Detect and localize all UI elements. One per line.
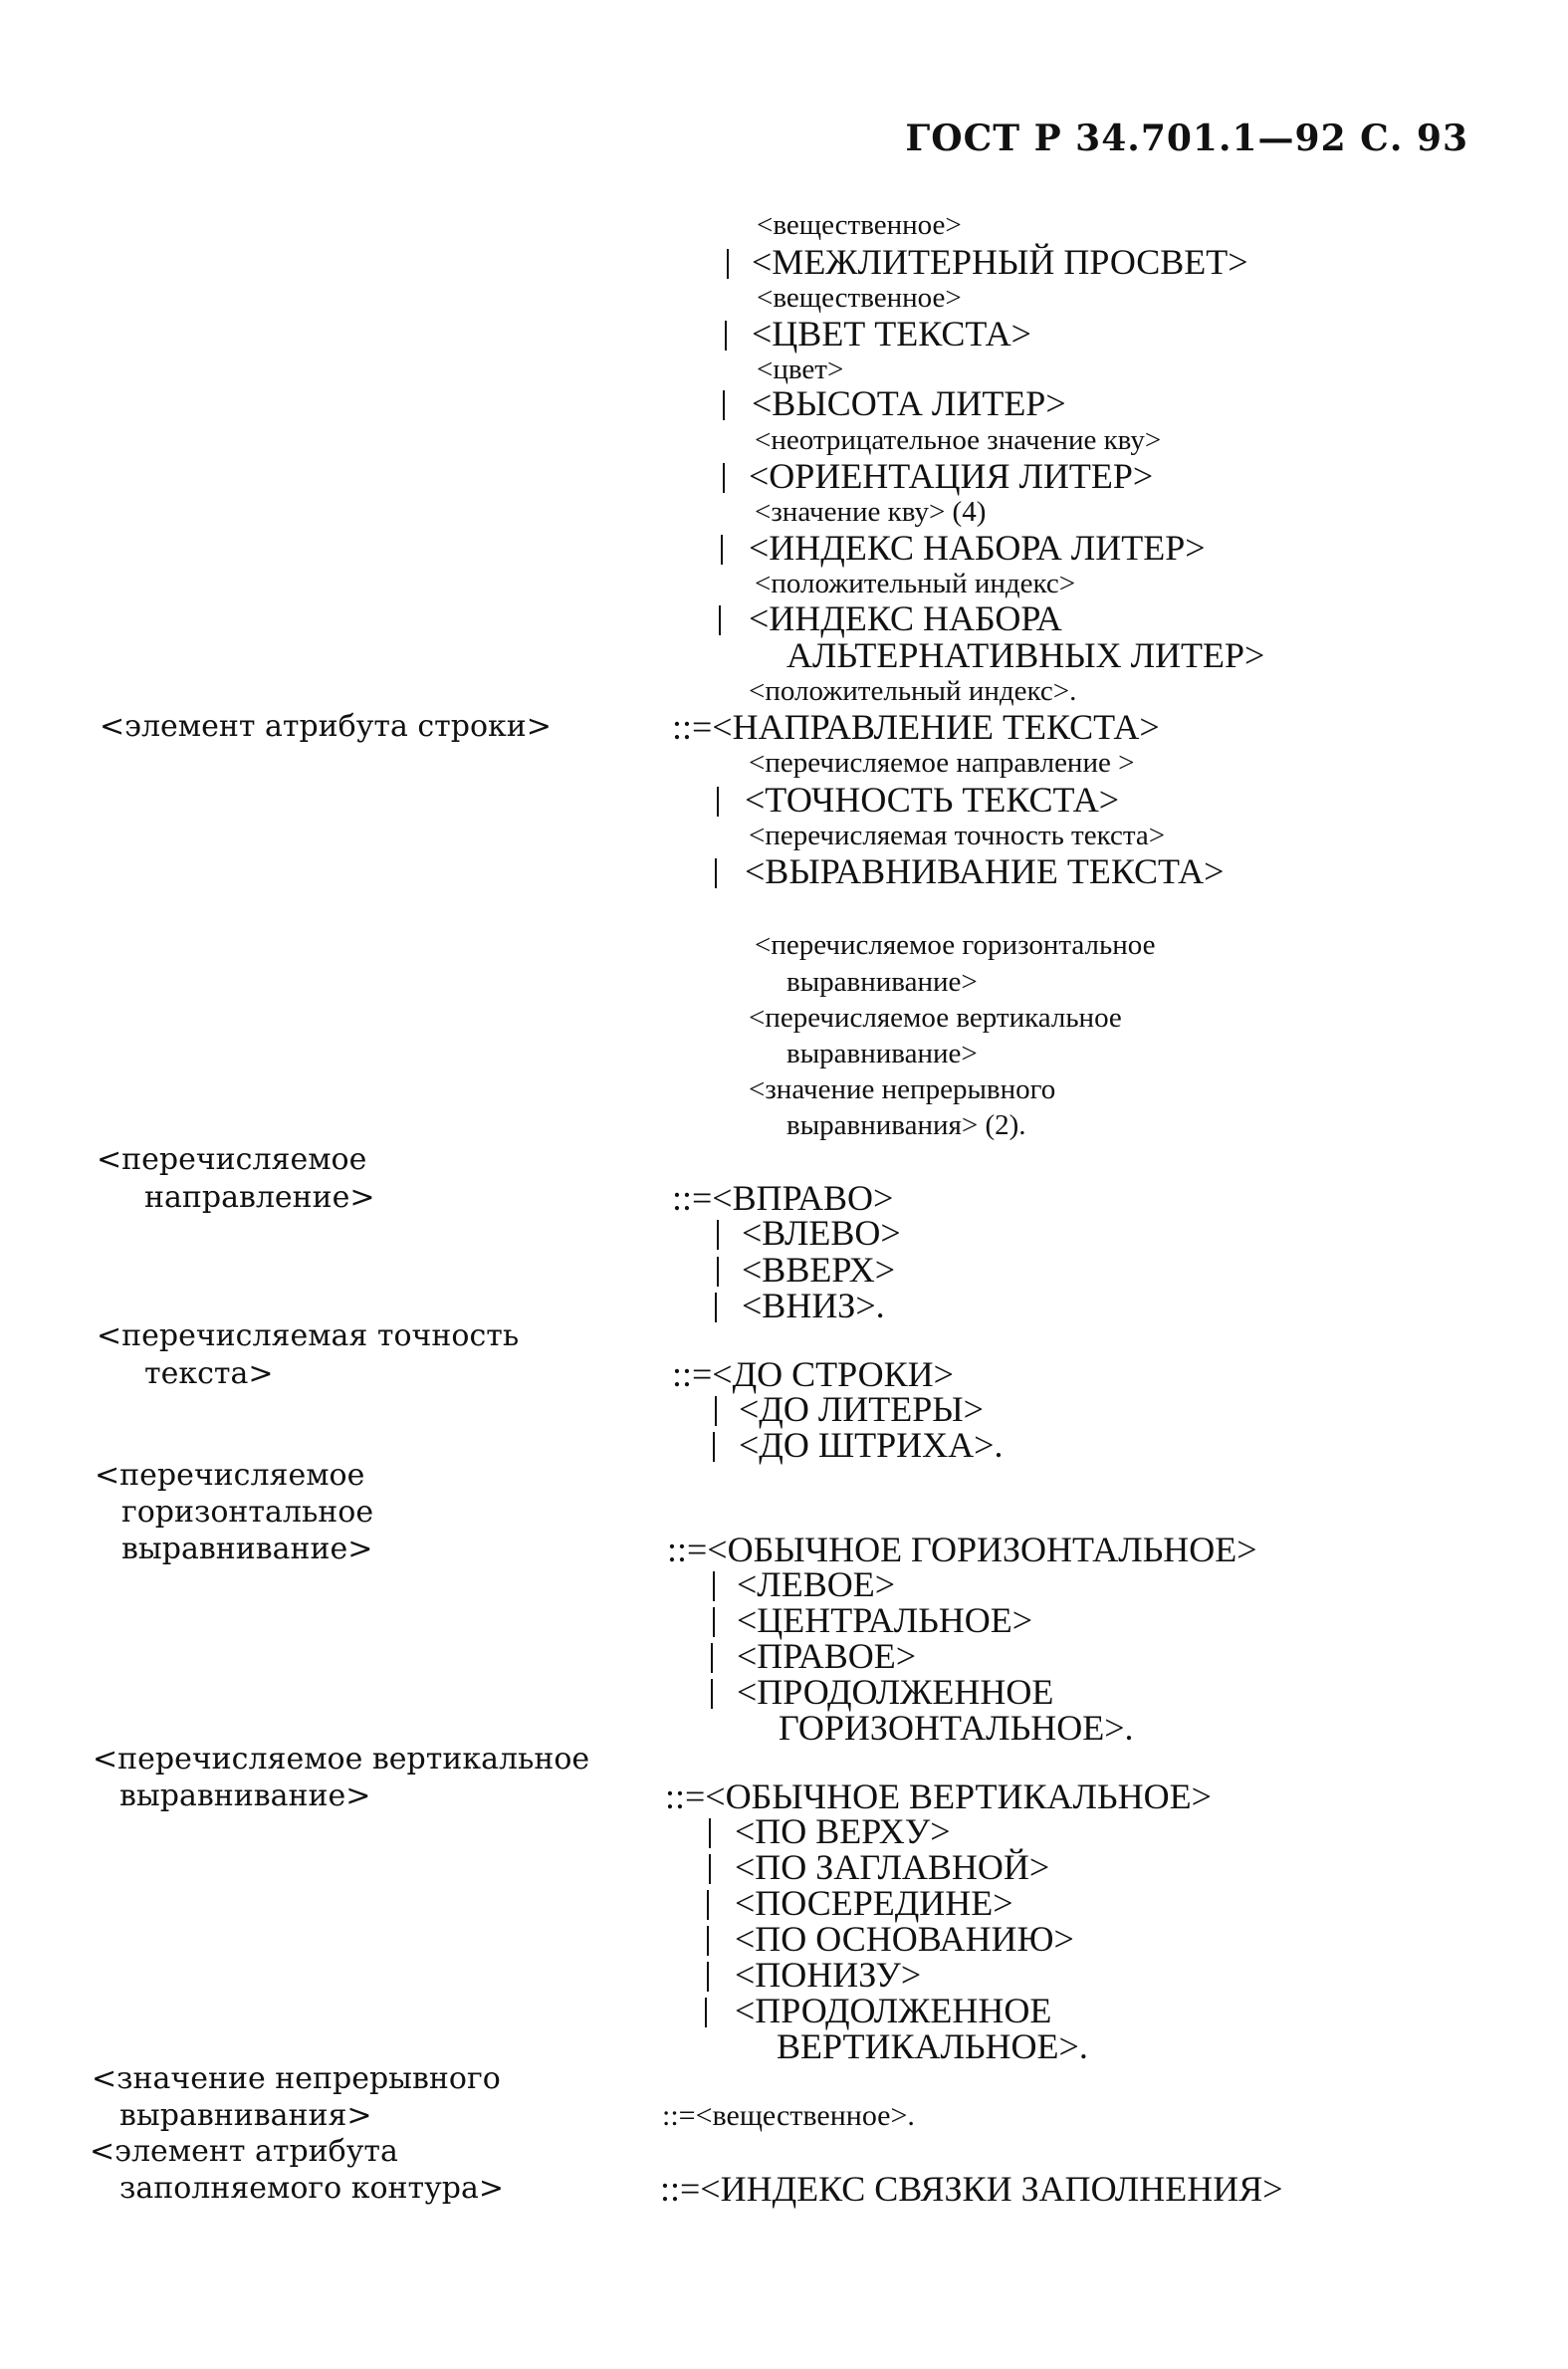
grammar-line: <ИНДЕКС НАБОРА: [749, 598, 1062, 638]
rule-label: <перечисляемое вертикальное: [93, 1742, 590, 1777]
rule-label: текста>: [144, 1356, 274, 1391]
rule-label: горизонтальное: [121, 1495, 374, 1530]
grammar-line: АЛЬТЕРНАТИВНЫХ ЛИТЕР>: [786, 635, 1265, 675]
rule-alternative: <ПО ВЕРХУ>: [735, 1811, 951, 1851]
rule-alternative: <ПОСЕРЕДИНЕ>: [735, 1883, 1013, 1923]
grammar-line: <перечисляемое горизонтальное: [755, 929, 1156, 961]
grammar-line: <перечисляемое направление >: [749, 747, 1135, 779]
grammar-line: <неотрицательное значение кву>: [755, 424, 1162, 456]
rule-label: заполняемого контура>: [119, 2171, 505, 2206]
grammar-line: <вещественное>: [757, 209, 962, 241]
rule-label: <значение непрерывного: [92, 2061, 501, 2096]
rule-label: выравнивание>: [119, 1778, 371, 1813]
alternative-bar: [711, 1679, 713, 1709]
rule-definition: ::=<ВПРАВО>: [672, 1178, 894, 1218]
alternative-bar: [707, 1890, 709, 1920]
rule-alternative: <ПО ЗАГЛАВНОЙ>: [735, 1847, 1050, 1887]
rule-label: <перечисляемое: [97, 1142, 367, 1177]
alternative-bar: [709, 1818, 711, 1848]
alternative-bar: [713, 1571, 715, 1601]
rule-alternative: <ДО ШТРИХА>.: [739, 1425, 1004, 1465]
grammar-line: <положительный индекс>: [755, 568, 1076, 599]
grammar-line: выравнивание>: [786, 1038, 978, 1069]
rule-alternative: <ПРОДОЛЖЕННОЕ: [735, 1991, 1052, 2030]
alternative-bar: [705, 1998, 707, 2027]
rule-alternative: <ВНИЗ>.: [742, 1286, 885, 1325]
rule-definition: ::=<ОБЫЧНОЕ ГОРИЗОНТАЛЬНОЕ>: [667, 1530, 1257, 1569]
rule-alternative: <ЛЕВОЕ>: [737, 1564, 896, 1604]
grammar-line: <положительный индекс>.: [749, 675, 1077, 707]
grammar-line: <цвет>: [757, 354, 844, 385]
page-header: ГОСТ Р 34.701.1—92 С. 93: [905, 118, 1468, 159]
grammar-line: <перечисляемое вертикальное: [749, 1002, 1122, 1034]
grammar-line: выравнивания> (2).: [786, 1109, 1026, 1141]
grammar-line: <ТОЧНОСТЬ ТЕКСТА>: [745, 780, 1120, 820]
grammar-line: <МЕЖЛИТЕРНЫЙ ПРОСВЕТ>: [752, 242, 1248, 282]
alternative-bar: [713, 1607, 715, 1637]
rule-label: выравнивание>: [121, 1532, 373, 1566]
rule-alternative: <ПО ОСНОВАНИЮ>: [735, 1919, 1074, 1959]
alternative-bar: [711, 1643, 713, 1673]
grammar-line: <ОРИЕНТАЦИЯ ЛИТЕР>: [749, 456, 1154, 496]
rule-alternative: ГОРИЗОНТАЛЬНОЕ>.: [779, 1708, 1134, 1748]
rule-label: <перечисляемая точность: [97, 1318, 520, 1353]
rule-alternative: <ДО ЛИТЕРЫ>: [739, 1389, 984, 1429]
rule-label: <элемент атрибута: [90, 2134, 398, 2169]
alternative-bar: [707, 1962, 709, 1992]
rule-alternative: <ВЛЕВО>: [742, 1213, 901, 1253]
rule-definition: ::=<вещественное>.: [662, 2099, 915, 2132]
alternative-bar: [715, 1293, 717, 1322]
rule-definition: ::=<ИНДЕКС СВЯЗКИ ЗАПОЛНЕНИЯ>: [660, 2169, 1283, 2209]
alternative-bar: [725, 321, 727, 351]
rule-label: выравнивания>: [119, 2098, 372, 2133]
rule-definition: ::=<НАПРАВЛЕНИЕ ТЕКСТА>: [672, 707, 1160, 747]
rule-alternative: <ВВЕРХ>: [742, 1250, 896, 1290]
rule-alternative: <ЦЕНТРАЛЬНОЕ>: [737, 1600, 1033, 1640]
alternative-bar: [715, 1396, 717, 1426]
grammar-line: <ВЫРАВНИВАНИЕ ТЕКСТА>: [745, 851, 1225, 891]
alternative-bar: [721, 535, 723, 565]
alternative-bar: [723, 390, 725, 420]
rule-alternative: <ПОНИЗУ>: [735, 1955, 922, 1995]
grammar-line: <ЦВЕТ ТЕКСТА>: [752, 314, 1031, 354]
rule-label: направление>: [144, 1180, 375, 1215]
rule-label: <перечисляемое: [95, 1458, 365, 1493]
rule-alternative: <ПРОДОЛЖЕННОЕ: [737, 1672, 1054, 1712]
grammar-line: <вещественное>: [757, 282, 962, 314]
grammar-line: <ИНДЕКС НАБОРА ЛИТЕР>: [749, 528, 1206, 568]
alternative-bar: [715, 858, 717, 888]
rule-alternative: ВЕРТИКАЛЬНОЕ>.: [777, 2026, 1088, 2066]
alternative-bar: [717, 1220, 719, 1250]
rule-alternative: <ПРАВОЕ>: [737, 1636, 917, 1676]
alternative-bar: [709, 1854, 711, 1884]
alternative-bar: [719, 605, 721, 635]
grammar-line: <значение кву> (4): [755, 496, 987, 528]
alternative-bar: [713, 1432, 715, 1462]
rule-definition: ::=<ДО СТРОКИ>: [672, 1354, 954, 1394]
rule-label: <элемент атрибута строки>: [100, 709, 552, 744]
alternative-bar: [717, 787, 719, 817]
grammar-line: <перечисляемая точность текста>: [749, 820, 1166, 851]
grammar-line: выравнивание>: [786, 966, 978, 998]
alternative-bar: [727, 249, 729, 279]
rule-definition: ::=<ОБЫЧНОЕ ВЕРТИКАЛЬНОЕ>: [665, 1777, 1212, 1816]
grammar-line: <значение непрерывного: [749, 1073, 1056, 1105]
alternative-bar: [723, 463, 725, 493]
alternative-bar: [707, 1926, 709, 1956]
grammar-line: <ВЫСОТА ЛИТЕР>: [752, 383, 1066, 423]
alternative-bar: [717, 1257, 719, 1287]
